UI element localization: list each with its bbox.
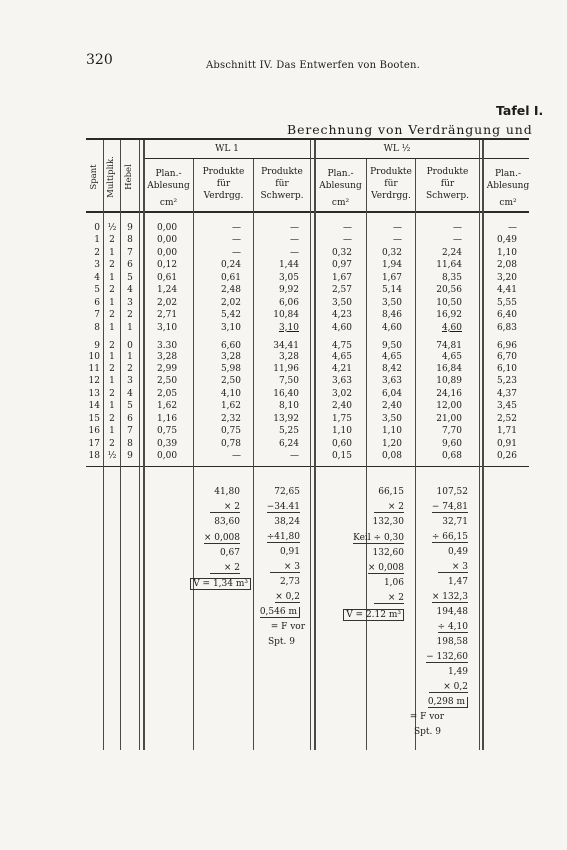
calc-wlh-schw-line: − 132,60 [426, 652, 468, 662]
calc-wl1-schw-line: 0,91 [279, 547, 300, 557]
table-cell-wl1-verd: — [232, 235, 241, 246]
calc-wl1-verd-line: × 2 [210, 502, 240, 513]
table-cell-wl1-verd: 2,02 [220, 297, 241, 308]
table-cell-next-plan: 0,49 [496, 235, 517, 246]
table-cell-spant: 15 [88, 413, 100, 424]
table-cell-hebel: 5 [127, 272, 133, 283]
table-cell-hebel: 7 [127, 426, 133, 437]
table-cell-spant: 7 [94, 310, 100, 321]
table-cell-wl1-schw: 1,44 [278, 260, 299, 271]
header-wlh-plan: Plan.- Ablesung [319, 169, 362, 191]
table-cell-spant: 5 [94, 285, 100, 296]
table-cell-next-plan: 5,23 [496, 376, 517, 387]
table-cell-hebel: 3 [127, 376, 133, 387]
table-cell-next-plan: 6,83 [496, 322, 517, 333]
table-cell-wl1-schw: 7,50 [278, 376, 299, 387]
table-cell-mult: 1 [109, 376, 115, 387]
table-cell-wlh-plan: 0,60 [331, 438, 352, 449]
table-cell-wlh-verd: 1,67 [381, 272, 402, 283]
table-cell-mult: 1 [109, 297, 115, 308]
calc-wlh-schw-line: ÷ 66,15 [431, 532, 468, 542]
table-cell-wlh-verd: 1,20 [381, 438, 402, 449]
table-cell-wl1-verd: 6,60 [220, 341, 241, 352]
table-cell-wlh-schw: 10,50 [436, 297, 462, 308]
table-cell-wlh-plan: 2,57 [331, 285, 352, 296]
table-cell-spant: 4 [94, 272, 100, 283]
table-cell-next-plan: 5,55 [496, 297, 517, 308]
table-cell-wl1-schw: 3,05 [278, 272, 299, 283]
table-cell-mult: 1 [109, 322, 115, 333]
table-cell-wl1-plan: 2,05 [157, 388, 178, 399]
table-cell-spant: 6 [94, 297, 100, 308]
table-cell-wl1-plan: 3,10 [157, 322, 178, 333]
header-hebel: Hebel [124, 164, 134, 190]
header-next-plan: Plan.- Ablesung [486, 169, 530, 191]
header-bottom-rule [86, 211, 529, 213]
table-cell-hebel: 1 [127, 322, 133, 333]
table-cell-wlh-schw: — [453, 223, 462, 233]
table-cell-wlh-verd: 3,50 [381, 297, 402, 308]
calc-wlh-schw-line: Spt. 9 [414, 727, 441, 737]
table-cell-wl1-plan: 1,16 [157, 413, 178, 424]
table-cell-next-plan: 4,37 [496, 388, 517, 399]
table-cell-mult: 2 [109, 341, 115, 352]
plate-label: Tafel I. [496, 103, 544, 118]
table-cell-wl1-schw: 3,28 [278, 351, 299, 362]
table-cell-wl1-verd: 0,61 [220, 272, 241, 283]
running-head: Abschnitt IV. Das Entwerfen von Booten. [206, 60, 421, 71]
calc-wl1-schw-line: −34.41 [266, 502, 300, 512]
table-cell-wl1-verd: — [232, 223, 241, 233]
table-cell-spant: 16 [88, 426, 100, 437]
table-cell-hebel: 7 [127, 247, 133, 258]
calc-wl1-schw-line: 0,546 m [260, 607, 300, 618]
table-cell-wl1-schw: 8,10 [278, 401, 299, 412]
table-cell-mult: 2 [109, 363, 115, 374]
col-divider [314, 140, 316, 750]
table-cell-spant: 0 [94, 223, 100, 233]
table-cell-wlh-plan: 0,32 [331, 247, 352, 258]
table-cell-spant: 1 [94, 235, 100, 246]
table-cell-wl1-schw: 5,25 [278, 426, 299, 437]
table-cell-next-plan: 2,52 [496, 413, 517, 424]
table-cell-wlh-verd: 4,65 [381, 351, 402, 362]
table-cell-wlh-plan: — [343, 235, 352, 246]
table-cell-hebel: 9 [127, 223, 133, 233]
col-divider [482, 140, 484, 750]
table-cell-next-plan: 3,45 [496, 401, 517, 412]
table-cell-wlh-plan: — [343, 223, 352, 233]
table-cell-wlh-schw: — [453, 235, 462, 246]
calc-wlh-verd-line: Keil ÷ 0,30 [353, 532, 404, 543]
header-wlh-schwerp: Produkte für Schwerp. [426, 167, 469, 201]
calc-wlh-schw-line: ÷ 4,10 [437, 622, 468, 632]
table-cell-wl1-plan: 1,62 [157, 401, 178, 412]
table-cell-hebel: 8 [127, 235, 133, 246]
table-cell-wlh-schw: 8,35 [441, 272, 462, 283]
col-divider [310, 140, 311, 750]
table-cell-wl1-verd: 5,98 [220, 363, 241, 374]
table-cell-spant: 3 [94, 260, 100, 271]
table-cell-wl1-schw: 13,92 [273, 413, 299, 424]
header-next-unit: cm² [499, 198, 517, 208]
calc-wlh-schw-line: × 3 [438, 562, 468, 573]
table-cell-spant: 8 [94, 322, 100, 333]
calc-wl1-verd-line: 0,67 [219, 547, 240, 558]
table-cell-spant: 12 [88, 376, 100, 387]
table-cell-hebel: 2 [127, 363, 133, 374]
table-cell-hebel: 4 [127, 388, 133, 399]
table-cell-wlh-schw: 4,65 [441, 351, 462, 362]
table-title: Berechnung von Verdrängung und [287, 122, 533, 137]
table-cell-wlh-verd: 9,50 [381, 341, 402, 352]
table-cell-mult: 2 [109, 413, 115, 424]
table-cell-wl1-verd: 2,32 [220, 413, 241, 424]
calc-wlh-verd-line: 132,30 [372, 517, 404, 528]
table-cell-wlh-schw: 16,84 [436, 363, 462, 374]
page-number: 320 [86, 52, 113, 68]
table-cell-wl1-plan: 3,28 [157, 351, 178, 362]
table-cell-wlh-schw: 20,56 [436, 285, 462, 296]
table-cell-mult: 2 [109, 285, 115, 296]
table-cell-wl1-plan: 1,24 [157, 285, 178, 296]
table-cell-spant: 14 [88, 401, 100, 412]
table-cell-mult: 2 [109, 438, 115, 449]
calc-wl1-schw-line: 2,73 [279, 577, 300, 587]
table-cell-wl1-schw: 3,10 [278, 322, 299, 333]
table-cell-wlh-schw: 4,60 [441, 322, 462, 333]
table-cell-mult: 2 [109, 310, 115, 321]
table-cell-mult: ½ [107, 223, 117, 233]
table-cell-hebel: 9 [127, 451, 133, 462]
calc-wlh-verd-line: × 0,008 [367, 563, 404, 573]
table-cell-hebel: 6 [127, 413, 133, 424]
table-cell-mult: 2 [109, 388, 115, 399]
calc-wl1-schw-line: = F vor [270, 622, 305, 632]
table-cell-wlh-plan: 1,10 [331, 426, 352, 437]
calc-wlh-schw-line: = F vor [409, 712, 444, 722]
table-cell-wl1-verd: 0,78 [220, 438, 241, 449]
table-cell-wlh-verd: 3,63 [381, 376, 402, 387]
table-cell-wl1-plan: 0,00 [157, 247, 178, 258]
table-cell-spant: 11 [88, 363, 100, 374]
header-wl1-verdrgg: Produkte für Verdrgg. [202, 167, 245, 201]
calc-wlh-schw-line: 194,48 [436, 607, 468, 617]
group-header-wlhalf: WL ½ [383, 144, 411, 154]
table-cell-next-plan: 6,10 [496, 363, 517, 374]
table-cell-wl1-verd: 0,24 [220, 260, 241, 271]
table-cell-wlh-schw: 9,60 [441, 438, 462, 449]
table-cell-wlh-verd: 5,14 [381, 285, 402, 296]
calc-wl1-verd-line: 83,60 [214, 517, 240, 528]
table-cell-wlh-verd: 0,08 [381, 451, 402, 462]
table-cell-wl1-schw: — [290, 247, 299, 258]
table-cell-wl1-plan: 0,75 [157, 426, 178, 437]
table-cell-wlh-plan: 0,15 [331, 451, 352, 462]
table-cell-wl1-schw: 6,24 [278, 438, 299, 449]
table-cell-hebel: 5 [127, 401, 133, 412]
table-cell-wlh-plan: 3,63 [331, 376, 352, 387]
table-cell-wlh-plan: 3,02 [331, 388, 352, 399]
table-cell-hebel: 6 [127, 260, 133, 271]
table-top-rule [86, 138, 529, 140]
calc-wlh-schw-line: 0,49 [447, 547, 468, 557]
group-header-rule [144, 158, 529, 159]
calc-wlh-verd-line: 66,15 [378, 487, 404, 497]
calc-wlh-verd-line: V = 2.12 m³ [343, 609, 404, 621]
table-cell-hebel: 3 [127, 297, 133, 308]
table-cell-wlh-verd: 4,60 [381, 322, 402, 333]
table-cell-wl1-verd: 2,48 [220, 285, 241, 296]
table-cell-wlh-plan: 4,60 [331, 322, 352, 333]
col-divider [253, 159, 254, 750]
table-cell-wlh-plan: 4,23 [331, 310, 352, 321]
table-cell-wlh-plan: 4,75 [331, 341, 352, 352]
table-cell-mult: 1 [109, 401, 115, 412]
table-cell-next-plan: 6,70 [496, 351, 517, 362]
table-cell-hebel: 0 [127, 341, 133, 352]
table-cell-wl1-plan: 2,99 [157, 363, 178, 374]
col-divider [366, 159, 367, 750]
table-cell-wlh-schw: 11,64 [436, 260, 462, 271]
table-cell-wl1-plan: 0,61 [157, 272, 178, 283]
col-divider [415, 159, 416, 750]
table-cell-wlh-schw: 24,16 [436, 388, 462, 399]
table-cell-wl1-plan: 2,50 [157, 376, 178, 387]
table-cell-wl1-plan: 0,12 [157, 260, 178, 271]
table-cell-wlh-verd: 8,46 [381, 310, 402, 321]
table-cell-mult: 1 [109, 247, 115, 258]
table-cell-spant: 9 [94, 341, 100, 352]
table-cell-next-plan: 3,20 [496, 272, 517, 283]
table-cell-wl1-plan: 2,02 [157, 297, 178, 308]
table-cell-wlh-verd: 3,50 [381, 413, 402, 424]
table-cell-wl1-schw: 9,92 [278, 285, 299, 296]
table-cell-next-plan: — [508, 223, 517, 233]
header-multiplik: Multiplik. [106, 156, 116, 198]
table-cell-spant: 10 [88, 351, 100, 362]
calc-wlh-schw-line: × 132,3 [431, 592, 468, 602]
table-cell-next-plan: 0,26 [496, 451, 517, 462]
calc-wlh-schw-line: 1,49 [447, 667, 468, 677]
header-spant: Spant [89, 164, 99, 190]
header-wl1-schwerp: Produkte für Schwerp. [260, 167, 304, 201]
table-cell-wlh-verd: 8,42 [381, 363, 402, 374]
calc-wl1-verd-line: × 0,008 [203, 532, 240, 543]
calc-wlh-schw-line: 0,298 m [428, 697, 468, 708]
table-cell-next-plan: 6,96 [496, 341, 517, 352]
table-cell-wlh-schw: 21,00 [436, 413, 462, 424]
table-cell-wlh-schw: 7,70 [441, 426, 462, 437]
calc-wlh-verd-line: 132,60 [372, 547, 404, 558]
calc-wl1-schw-line: ÷41,80 [266, 532, 300, 542]
calc-wl1-schw-line: × 0,2 [275, 592, 300, 602]
col-divider [479, 140, 480, 750]
table-cell-mult: 2 [109, 260, 115, 271]
table-cell-wlh-plan: 4,65 [331, 351, 352, 362]
table-cell-wl1-schw: 10,84 [273, 310, 299, 321]
table-cell-mult: 1 [109, 351, 115, 362]
col-divider [143, 140, 145, 750]
col-divider [193, 159, 194, 750]
calc-wlh-schw-line: − 74,81 [431, 502, 468, 512]
table-cell-hebel: 8 [127, 438, 133, 449]
table-cell-wlh-verd: 1,94 [381, 260, 402, 271]
table-cell-wl1-schw: 34,41 [273, 341, 299, 352]
body-bottom-rule [86, 466, 529, 467]
header-wlh-verdrgg: Produkte für Verdrgg. [370, 167, 412, 201]
table-cell-wl1-verd: 2,50 [220, 376, 241, 387]
calc-wl1-schw-line: 38,24 [274, 517, 300, 527]
table-cell-wlh-plan: 2,40 [331, 401, 352, 412]
table-cell-mult: 1 [109, 272, 115, 283]
table-cell-wlh-verd: 6,04 [381, 388, 402, 399]
calc-wl1-verd-line: V = 1,34 m³ [190, 578, 251, 590]
table-cell-wl1-plan: 0,39 [157, 438, 178, 449]
calc-wl1-verd-line: × 2 [210, 563, 240, 574]
table-cell-mult: 2 [109, 235, 115, 246]
table-cell-wlh-verd: — [393, 235, 402, 246]
calc-wlh-verd-line: × 2 [374, 593, 404, 604]
group-header-wl1: WL 1 [215, 144, 239, 154]
table-cell-hebel: 2 [127, 310, 133, 321]
table-cell-wlh-schw: 10,89 [436, 376, 462, 387]
table-cell-next-plan: 4,41 [496, 285, 517, 296]
table-cell-wlh-schw: 74,81 [436, 341, 462, 352]
table-cell-wl1-verd: 0,75 [220, 426, 241, 437]
table-cell-next-plan: 2,08 [496, 260, 517, 271]
table-cell-hebel: 4 [127, 285, 133, 296]
table-cell-next-plan: 6,40 [496, 310, 517, 321]
table-cell-mult: ½ [107, 451, 117, 462]
calc-wlh-schw-line: × 0,2 [429, 682, 468, 693]
header-wlh-unit: cm² [331, 198, 350, 208]
header-wl1-unit: cm² [159, 198, 178, 208]
table-cell-hebel: 1 [127, 351, 133, 362]
calc-wlh-schw-line: 32,71 [442, 517, 468, 527]
table-cell-wl1-verd: 3,10 [220, 322, 241, 333]
header-wl1-plan: Plan.- Ablesung [147, 169, 190, 191]
table-cell-wl1-verd: 4,10 [220, 388, 241, 399]
calc-wl1-schw-line: 72,65 [274, 487, 300, 497]
table-cell-wl1-schw: — [290, 451, 299, 462]
table-cell-spant: 18 [88, 451, 100, 462]
table-cell-wl1-schw: — [290, 223, 299, 233]
table-cell-wlh-plan: 1,67 [331, 272, 352, 283]
calc-wlh-verd-line: × 2 [374, 502, 404, 513]
calc-wl1-schw-line: × 3 [270, 562, 300, 573]
table-cell-wlh-plan: 3,50 [331, 297, 352, 308]
calc-wlh-schw-line: 1,47 [447, 577, 468, 587]
table-cell-next-plan: 0,91 [496, 438, 517, 449]
table-cell-spant: 13 [88, 388, 100, 399]
table-cell-wlh-verd: 2,40 [381, 401, 402, 412]
table-cell-wl1-plan: 0,00 [157, 235, 178, 246]
calc-wlh-verd-line: 1,06 [383, 578, 404, 589]
table-cell-spant: 2 [94, 247, 100, 258]
table-cell-wlh-schw: 16,92 [436, 310, 462, 321]
table-cell-next-plan: 1,71 [496, 426, 517, 437]
table-cell-wlh-schw: 12,00 [436, 401, 462, 412]
calc-wlh-schw-line: 107,52 [436, 487, 468, 497]
table-cell-wlh-schw: 0,68 [441, 451, 462, 462]
table-cell-wl1-plan: 0,00 [157, 223, 178, 233]
table-cell-wl1-verd: 3,28 [220, 351, 241, 362]
table-cell-wl1-verd: — [232, 247, 241, 258]
table-cell-next-plan: 1,10 [496, 247, 517, 258]
table-cell-wl1-verd: 5,42 [220, 310, 241, 321]
table-cell-wlh-verd: — [393, 223, 402, 233]
table-cell-wlh-plan: 0,97 [331, 260, 352, 271]
table-cell-wlh-verd: 0,32 [381, 247, 402, 258]
table-cell-wl1-plan: 0,00 [157, 451, 178, 462]
table-cell-wlh-verd: 1,10 [381, 426, 402, 437]
table-cell-wl1-schw: 11,96 [273, 363, 299, 374]
table-cell-wlh-schw: 2,24 [441, 247, 462, 258]
table-cell-mult: 1 [109, 426, 115, 437]
calc-wlh-schw-line: 198,58 [436, 637, 468, 647]
table-cell-wl1-schw: — [290, 235, 299, 246]
table-cell-wl1-verd: — [232, 451, 241, 462]
table-cell-wl1-schw: 16,40 [273, 388, 299, 399]
table-cell-wl1-schw: 6,06 [278, 297, 299, 308]
table-cell-spant: 17 [88, 438, 100, 449]
table-cell-wlh-plan: 1,75 [331, 413, 352, 424]
table-cell-wl1-plan: 2,71 [157, 310, 178, 321]
table-cell-wlh-plan: 4,21 [331, 363, 352, 374]
table-cell-wl1-plan: 3.30 [157, 341, 178, 352]
calc-wl1-verd-line: 41,80 [214, 487, 240, 497]
calc-wl1-schw-line: Spt. 9 [268, 637, 295, 647]
table-cell-wl1-verd: 1,62 [220, 401, 241, 412]
